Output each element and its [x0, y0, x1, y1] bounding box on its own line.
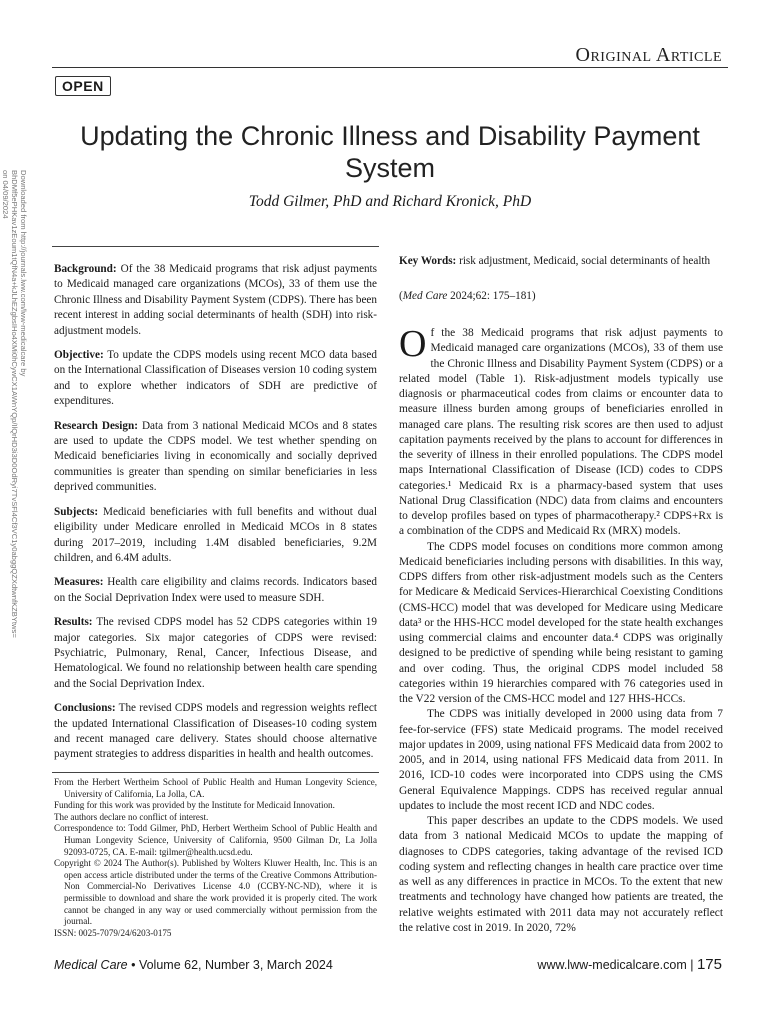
authors: Todd Gilmer, PhD and Richard Kronick, PhD [248, 193, 532, 210]
abstract-conclusions-label: Conclusions: [54, 702, 116, 715]
body-paragraph-3: The CDPS was initially developed in 2000 using data from 7 fee-for-service (FFS) state Medicaid programs. The model received major updates in 2009, using national FFS Medicaid data from 2002 to 2005, and in 2014, using national FFS Medicaid data from 2011. In 2016, ICD-10 codes were incorporated into CDPS using the CMS General Equivalence Mappings. CDPS has received regular annual updates to include the most recent ICD and NDC codes. [399, 708, 723, 812]
footer-journal-name: Medical Care [54, 958, 128, 972]
footer-separator: | [686, 958, 697, 972]
abstract-objective-label: Objective: [54, 349, 104, 362]
abstract [54, 262, 377, 772]
keywords-text: risk adjustment, Medicaid, social determinants of health [459, 255, 711, 267]
citation-journal: Med Care [402, 290, 448, 302]
footnote-conflict: The authors declare no conflict of interest. [54, 811, 209, 822]
keywords [399, 254, 723, 269]
drop-cap: O [399, 323, 427, 365]
footnote-affiliation: From the Herbert Wertheim School of Public Health and Human Longevity Science, University of California, La Jolla, CA. [54, 777, 377, 799]
footnote-funding: Funding for this work was provided by the Institute for Medicaid Innovation. [54, 800, 335, 811]
header-rule [52, 67, 728, 68]
abstract-design-text: Data from 3 national Medicaid MCOs and 8 states are used to update the CDPS model. We test whether spending on Medicaid beneficiaries living in economically and socially deprived communities is greater than spending on similar beneficiaries in less deprived communities. [54, 419, 377, 494]
body-paragraph-4: This paper describes an update to the CDPS models. We used data from 3 national Medicaid MCOs to update the mapping of diagnoses to CDPS categories, taking advantage of the revised ICD coding system and reflecting changes in health care practice over time as well as any differences in practice in MCOs. To the extent that new treatments and technology have changed how patients are treated, the relative weights estimated with 2011 data may not accurately reflect the relative cost in 2019. In 2020, 72% [399, 815, 723, 934]
abstract-conclusions-text: The revised CDPS models and regression weights reflect the updated International Classification of Diseases-10 coding system and recent managed care delivery. States should choose alternative payment strategies to address disparities in health and health outcomes. [54, 702, 377, 761]
abstract-results [54, 615, 377, 692]
abstract-background [54, 262, 377, 339]
footnote-copyright: Copyright © 2024 The Author(s). Published by Wolters Kluwer Health, Inc. This is an open access article distributed under the terms of the Creative Commons Attribution-Non Commercial-No Derivatives License 4.0 (CCBY-NC-ND), where it is permissible to download and share the work provided it is properly cited. The work cannot be changed in any way or used commercially without permission from the journal. [54, 858, 377, 927]
abstract-design-label: Research Design: [54, 419, 138, 432]
abstract-measures-text: Health care eligibility and claims records. Indicators based on the Social Deprivation Index were used to measure SDH. [54, 576, 377, 604]
abstract-results-text: The revised CDPS model has 52 CDPS categories within 19 major categories. Six major categories of CDPS were revised: Psychiatric, Pulmonary, Renal, Cancer, Infectious Disease, and Hematological. We found no relationship between health care spending and the Social Deprivation Index. [54, 616, 377, 690]
citation-details: 2024;62: 175–181) [450, 290, 536, 302]
citation: (Med Care 2024;62: 175–181) [399, 290, 536, 302]
abstract-conclusions [54, 701, 377, 763]
keywords-label: Key Words: [399, 255, 457, 267]
abstract-measures-label: Measures: [54, 576, 104, 589]
footnotes [54, 777, 377, 939]
abstract-results-label: Results: [54, 616, 93, 629]
abstract-measures [54, 575, 377, 606]
download-watermark [1, 170, 30, 638]
abstract-background-label: Background: [54, 263, 117, 275]
section-label: Original Article [575, 44, 722, 66]
footnote-issn: ISSN: 0025-7079/24/6203-0175 [54, 927, 172, 938]
footer-journal [54, 958, 333, 972]
footnote-rule [52, 772, 379, 773]
abstract-objective-text: To update the CDPS models using recent MCO data based on the International Classification of Diseases version 10 coding system and to explore whether indicators of SDH are predictive of expenditures. [54, 349, 377, 408]
page-number: 175 [696, 956, 722, 973]
abstract-subjects-label: Subjects: [54, 505, 99, 518]
article-title: Updating the Chronic Illness and Disability Payment System [80, 121, 700, 183]
abstract-background-text: Of the 38 Medicaid programs that risk adjust payments to Medicaid managed care organizations (MCOs), 33 of them use the Chronic Illness and Disability Payment System (CDPS). There has been recent interest in adding social determinants of health (SDH) into risk-adjustment models. [54, 263, 377, 337]
abstract-design [54, 419, 377, 496]
body-paragraph-1 [399, 323, 723, 540]
article-body [399, 323, 723, 936]
download-watermark-text: Downloaded from http://journals.lww.com/lww-medicalcare by BhDMf5ePHKav1zEoum1tQfN4a+kJLhEZgbsIHo4XMi0hCywCX1AWnYQp/IlQrHD3i3D0OdRyi7TvSFl4Cf3VC1y0abggQZXdtwnfKZBYtws= on 04/09/2024 [1, 170, 28, 638]
abstract-subjects [54, 505, 377, 567]
footer-issue: • Volume 62, Number 3, March 2024 [127, 958, 333, 972]
body-paragraph-1-text: f the 38 Medicaid programs that risk adjust payments to Medicaid managed care organizations (MCOs), 33 of them use the Chronic Illness and Disability Payment System (CDPS) or a related model (Table 1). Risk-adjustment models typically use diagnosis or pharmaceutical codes from claims or encounter data to measure illness burden among groups of beneficiaries enrolled in managed care plans. The resulting risk scores are then used to adjust capitation payments received by the plans to account for differences in the severity of illness in their enrolled populations. The CDPS model maps International Classification of Disease (ICD) codes to CDPS categories.¹ Medicaid Rx is a pharmacy-based system that uses National Drug Classification (NDC) data from claims and encounters to develop profiles based on types of pharmacotherapy.² CDPS+Rx is a combination of the CDPS and Medicaid Rx (MRX) models. [399, 327, 723, 538]
body-paragraph-2: The CDPS model focuses on conditions more common among Medicaid beneficiaries including persons with disabilities. In this way, CDPS differs from other risk-adjustment models such as the Centers for Medicare & Medicaid Services-Hierarchical Coexisting Conditions (CMS-HCC) model that was developed for Medicare using Medicare data³ or the HHS-HCC model developed for the state health exchanges using commercial claims and encounter data.⁴ CDPS was originally designed to be predictive of spending while being resistant to gaming and over coding. Thus, the original CDPS model included 58 categories within 19 hierarchies compared with 76 categories used in the V22 version of the CMS-HCC model and 127 HHS-HCCs. [399, 540, 723, 705]
open-access-badge: OPEN [55, 76, 111, 96]
footer-url[interactable]: www.lww-medicalcare.com [537, 958, 687, 972]
abstract-objective [54, 348, 377, 410]
abstract-subjects-text: Medicaid beneficiaries with full benefits and without dual eligibility under Medicare enrolled in Medicaid MCOs in 8 states during 2017–2019, including 1.4M disabled beneficiaries, 9.2M children, and 6.4M adults. [54, 505, 378, 564]
footnote-correspondence: Correspondence to: Todd Gilmer, PhD, Herbert Wertheim School of Public Health and Human Longevity Science, University of California, 9500 Gilman Dr, La Jolla 92093-0725, CA. E-mail: tgilmer@health.ucsd.edu. [54, 823, 377, 857]
footer-right [537, 956, 722, 973]
